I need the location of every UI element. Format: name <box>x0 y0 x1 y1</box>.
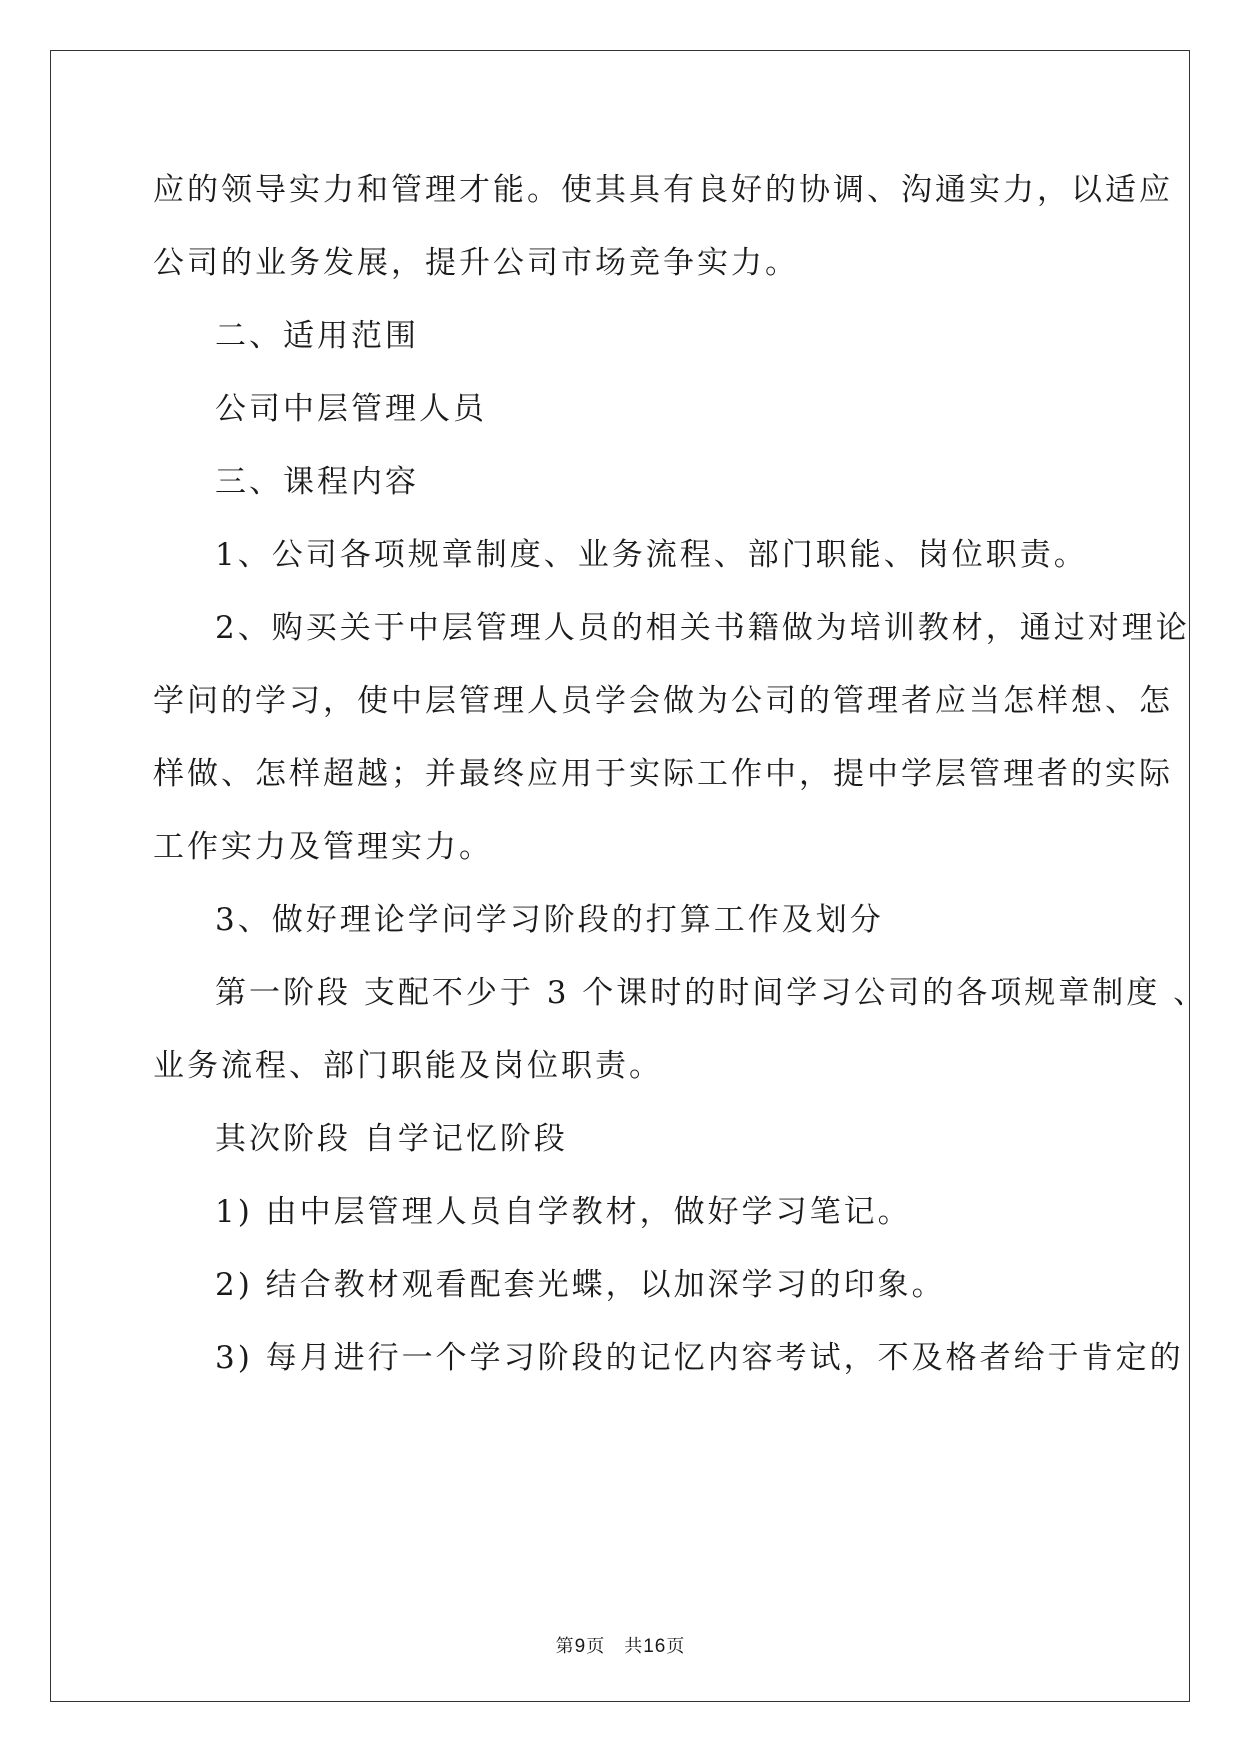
body-text-line: 应的领导实力和管理才能。使其具有良好的协调、沟通实力，以适应 <box>153 172 1173 208</box>
section-heading: 三、课程内容 <box>215 464 419 500</box>
body-text-line: 工作实力及管理实力。 <box>153 829 493 865</box>
page-number-footer <box>0 1632 1241 1658</box>
list-item: 1、公司各项规章制度、业务流程、部门职能、岗位职责。 <box>215 537 1088 573</box>
list-item: 3、做好理论学问学习阶段的打算工作及划分 <box>215 902 884 938</box>
body-text-line: 其次阶段 自学记忆阶段 <box>215 1121 568 1157</box>
body-text-line: 样做、怎样超越；并最终应用于实际工作中，提中学层管理者的实际 <box>153 756 1173 792</box>
body-text-line: 公司的业务发展，提升公司市场竞争实力。 <box>153 245 799 281</box>
footer-prefix: 第 <box>555 1636 575 1657</box>
page-border <box>50 50 1190 1702</box>
body-text-line: 学问的学习，使中层管理人员学会做为公司的管理者应当怎样想、怎 <box>153 683 1173 719</box>
list-item: 1) 由中层管理人员自学教材，做好学习笔记。 <box>215 1194 912 1230</box>
body-text-line: 公司中层管理人员 <box>215 391 487 427</box>
list-item: 3) 每月进行一个学习阶段的记忆内容考试，不及格者给于肯定的 <box>215 1340 1184 1376</box>
body-text-line: 业务流程、部门职能及岗位职责。 <box>153 1048 663 1084</box>
section-heading: 二、适用范围 <box>215 318 419 354</box>
body-text-line: 第一阶段 支配不少于 3 个课时的时间学习公司的各项规章制度 、 <box>215 975 1208 1011</box>
footer-suffix: 页 <box>666 1636 686 1657</box>
list-item: 2、购买关于中层管理人员的相关书籍做为培训教材，通过对理论 <box>215 610 1190 646</box>
current-page-number: 9 <box>574 1636 587 1657</box>
total-page-number: 16 <box>643 1636 667 1657</box>
list-item: 2) 结合教材观看配套光蝶，以加深学习的印象。 <box>215 1267 946 1303</box>
footer-middle: 页 共 <box>586 1636 644 1657</box>
